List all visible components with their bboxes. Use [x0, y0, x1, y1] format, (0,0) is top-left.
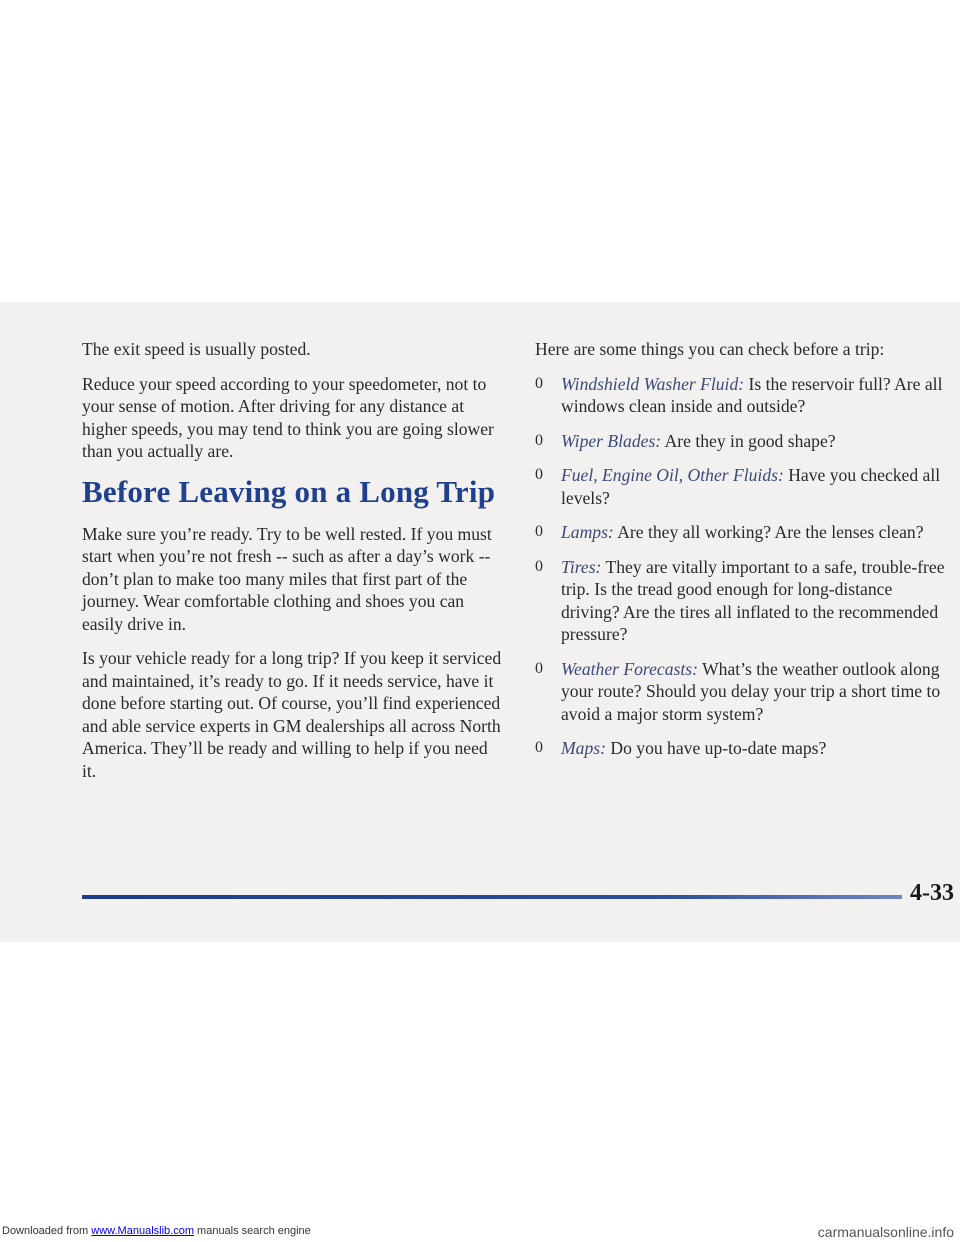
item-text: Is the reservoir full? Are all windows clean inside and outside?: [561, 373, 943, 416]
bullet-icon: 0: [535, 739, 543, 756]
download-footer: [0, 1224, 960, 1242]
list-item: [535, 373, 955, 418]
section-heading: Before Leaving on a Long Trip: [82, 473, 496, 509]
item-text: Are they in good shape?: [661, 430, 836, 451]
list-item: [535, 556, 955, 646]
item-term: Maps:: [561, 738, 606, 758]
bullet-icon: 0: [535, 659, 543, 677]
footer-rule: [82, 895, 902, 899]
download-prefix: Downloaded from: [2, 1225, 92, 1237]
item-term: Fuel, Engine Oil, Other Fluids:: [561, 465, 784, 485]
be-ready-paragraph: Make sure you’re ready. Try to be well rested. If you must start when you’re not fresh -- such as after a day’s work -- don’t plan to make too many miles that first part of the journey. Wear comfortable clothing and shoes you can easily drive in.: [82, 523, 492, 634]
bullet-icon: 0: [535, 374, 543, 392]
bullet-icon: 0: [535, 466, 543, 483]
reduce-speed-paragraph: Reduce your speed according to your speedometer, not to your sense of motion. After driving for any distance at higher speeds, you may tend to think you are going slower than you actually are.: [82, 373, 494, 461]
download-note: [2, 1225, 311, 1237]
item-text: Have you checked all levels?: [561, 465, 941, 508]
item-term: Tires:: [561, 556, 602, 577]
download-suffix: manuals search engine: [193, 1225, 311, 1237]
item-term: Weather Forecasts:: [561, 658, 698, 679]
vehicle-ready-paragraph: Is your vehicle ready for a long trip? If you keep it serviced and maintained, it’s ready to go. If it needs service, have it done before starting out. Of course, you’ll find experienced and able service experts in GM dealerships all across North America. They’ll be ready and willing to help if you need it.: [82, 648, 502, 781]
item-text: What’s the weather outlook along your route? Should you delay your trip a short time to avoid a major storm system?: [561, 658, 941, 724]
manualslib-link[interactable]: www.Manualslib.com: [91, 1225, 194, 1237]
exit-speed-paragraph: The exit speed is usually posted.: [82, 339, 311, 359]
right-column: [535, 338, 955, 772]
list-item: [535, 521, 955, 544]
item-term: Wiper Blades:: [561, 430, 662, 451]
item-text: Do you have up-to-date maps?: [605, 738, 827, 758]
bullet-icon: 0: [535, 557, 543, 575]
item-term: Windshield Washer Fluid:: [561, 373, 745, 394]
list-item: [535, 658, 955, 726]
checklist-intro: Here are some things you can check before a trip:: [535, 339, 885, 359]
item-text: Are they all working? Are the lenses clean?: [613, 522, 924, 542]
list-item: [535, 430, 955, 453]
bullet-icon: 0: [535, 431, 543, 449]
watermark-brand: carmanualsonline.info: [817, 1224, 954, 1240]
bullet-icon: 0: [535, 523, 543, 540]
item-term: Lamps:: [561, 522, 614, 542]
page-number: 4-33: [910, 880, 954, 906]
left-column: [82, 338, 502, 794]
item-text: They are vitally important to a safe, trouble-free trip. Is the tread good enough for long-distance driving? Are the tires all inflated to the recommended pressure?: [561, 556, 945, 644]
list-item: [535, 464, 955, 509]
list-item: [535, 737, 955, 760]
checklist: [535, 373, 955, 760]
